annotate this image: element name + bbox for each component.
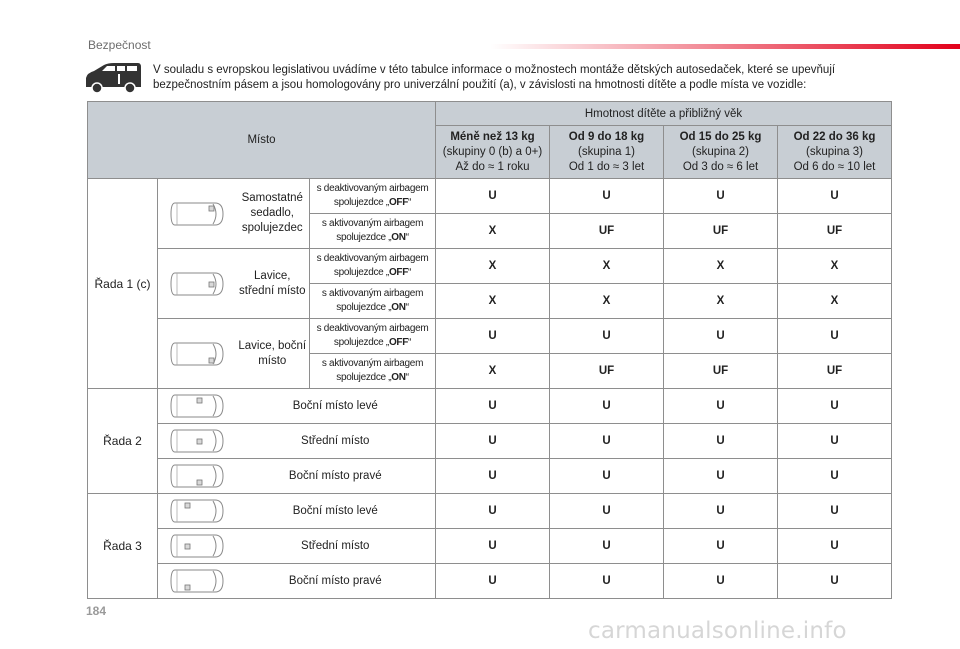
suitability-value: U <box>550 319 664 354</box>
table-row <box>88 494 892 529</box>
weight-group-header <box>664 126 778 179</box>
group-label: (skupina 3) <box>806 145 863 158</box>
suitability-value: U <box>436 319 550 354</box>
airbag-status-line: s aktivovaným airbagem <box>321 358 424 369</box>
suitability-value: U <box>436 529 550 564</box>
airbag-state: OFF <box>388 267 409 278</box>
child-seat-table <box>87 101 892 599</box>
row-label: Řada 3 <box>88 494 158 599</box>
airbag-status-line: s aktivovaným airbagem <box>321 218 424 229</box>
suitability-value: U <box>550 529 664 564</box>
suitability-value: X <box>436 249 550 284</box>
airbag-status-line: s aktivovaným airbagem <box>321 288 424 299</box>
suitability-value: U <box>778 494 892 529</box>
airbag-state: ON <box>391 302 406 313</box>
suitability-value: U <box>436 564 550 599</box>
watermark: carmanualsonline.info <box>588 618 847 644</box>
car-top-view-icon <box>169 568 225 594</box>
suitability-value: U <box>550 389 664 424</box>
weight-range: Od 9 do 18 kg <box>568 130 645 143</box>
table-row <box>88 459 892 494</box>
table-row <box>88 179 892 214</box>
page-number: 184 <box>86 604 107 618</box>
age-label: Až do ≈ 1 roku <box>455 160 530 173</box>
car-top-view-icon <box>169 498 225 524</box>
suitability-value: U <box>778 179 892 214</box>
suitability-value: U <box>778 424 892 459</box>
airbag-on-label <box>310 284 436 319</box>
airbag-passenger-text: spolujezdce „ <box>336 302 392 313</box>
suitability-value: U <box>436 179 550 214</box>
quote-mark: “ <box>408 267 412 278</box>
age-label: Od 6 do ≈ 10 let <box>793 160 876 173</box>
airbag-status-line: s deaktivovaným airbagem <box>316 183 429 194</box>
weight-range: Méně než 13 kg <box>450 130 535 143</box>
seat-diagram <box>158 249 236 319</box>
seat-diagram <box>158 494 236 529</box>
seat-diagram <box>158 424 236 459</box>
weight-range: Od 15 do 25 kg <box>679 130 762 143</box>
car-top-view-icon <box>169 393 225 419</box>
seat-diagram <box>158 564 236 599</box>
airbag-off-label <box>310 319 436 354</box>
airbag-state: ON <box>391 232 406 243</box>
table-row <box>88 424 892 459</box>
suitability-value: U <box>436 424 550 459</box>
seat-diagram <box>158 459 236 494</box>
car-top-view-icon <box>169 533 225 559</box>
row-label: Řada 2 <box>88 389 158 494</box>
airbag-passenger-text: spolujezdce „ <box>336 232 392 243</box>
quote-mark: “ <box>408 337 412 348</box>
car-top-view-icon <box>169 428 225 454</box>
quote-mark: “ <box>405 232 409 243</box>
suitability-value: UF <box>550 354 664 389</box>
suitability-value: U <box>778 529 892 564</box>
airbag-state: ON <box>391 372 406 383</box>
suitability-value: UF <box>778 214 892 249</box>
seat-name: Lavice, boční místo <box>236 319 310 389</box>
airbag-state: OFF <box>388 197 409 208</box>
airbag-off-label <box>310 249 436 284</box>
van-icon <box>82 60 144 94</box>
suitability-value: UF <box>664 214 778 249</box>
suitability-value: U <box>550 424 664 459</box>
suitability-value: U <box>778 564 892 599</box>
weight-group-header <box>778 126 892 179</box>
suitability-value: U <box>664 424 778 459</box>
section-title: Bezpečnost <box>88 38 151 52</box>
weight-range: Od 22 do 36 kg <box>793 130 876 143</box>
suitability-value: U <box>664 494 778 529</box>
table-row <box>88 564 892 599</box>
airbag-passenger-text: spolujezdce „ <box>333 267 389 278</box>
weight-group-header <box>436 126 550 179</box>
group-label: (skupina 1) <box>578 145 635 158</box>
seat-name: Boční místo levé <box>236 389 436 424</box>
suitability-value: U <box>550 564 664 599</box>
seat-name: Střední místo <box>236 424 436 459</box>
seat-name: Boční místo pravé <box>236 564 436 599</box>
car-top-view-icon <box>169 463 225 489</box>
suitability-value: X <box>436 354 550 389</box>
suitability-value: U <box>664 564 778 599</box>
quote-mark: “ <box>405 372 409 383</box>
suitability-value: U <box>778 389 892 424</box>
age-label: Od 3 do ≈ 6 let <box>682 160 759 173</box>
suitability-value: U <box>436 459 550 494</box>
intro-text: V souladu s evropskou legislativou uvádíme v této tabulce informace o možnostech montáže dětských autosedaček, které se upevňují bezpečnostním pásem a jsou homologovány pro univerzální použití (a), v závislosti na hmotnosti dítěte a podle místa ve vozidle: <box>153 64 836 91</box>
airbag-state: OFF <box>388 337 409 348</box>
suitability-value: U <box>436 494 550 529</box>
suitability-value: X <box>664 284 778 319</box>
suitability-value: U <box>778 319 892 354</box>
suitability-value: U <box>664 179 778 214</box>
suitability-value: X <box>436 214 550 249</box>
header-accent-rule <box>490 44 960 49</box>
seat-name: Samostatné sedadlo, spolujezdec <box>236 179 310 249</box>
suitability-value: U <box>778 459 892 494</box>
table-row <box>88 249 892 284</box>
suitability-value: UF <box>550 214 664 249</box>
airbag-passenger-text: spolujezdce „ <box>333 197 389 208</box>
car-top-view-icon <box>169 341 225 367</box>
quote-mark: “ <box>405 302 409 313</box>
airbag-passenger-text: spolujezdce „ <box>336 372 392 383</box>
seat-diagram <box>158 389 236 424</box>
age-label: Od 1 do ≈ 3 let <box>568 160 645 173</box>
suitability-value: U <box>664 459 778 494</box>
suitability-value: X <box>664 249 778 284</box>
suitability-value: UF <box>664 354 778 389</box>
suitability-value: X <box>550 284 664 319</box>
seat-name: Boční místo pravé <box>236 459 436 494</box>
suitability-value: X <box>778 284 892 319</box>
airbag-passenger-text: spolujezdce „ <box>333 337 389 348</box>
airbag-status-line: s deaktivovaným airbagem <box>316 323 429 334</box>
car-top-view-icon <box>169 201 225 227</box>
quote-mark: “ <box>408 197 412 208</box>
suitability-value: U <box>664 529 778 564</box>
table-row <box>88 389 892 424</box>
seat-diagram <box>158 179 236 249</box>
airbag-on-label <box>310 214 436 249</box>
suitability-value: X <box>436 284 550 319</box>
car-top-view-icon <box>169 271 225 297</box>
seat-diagram <box>158 319 236 389</box>
suitability-value: U <box>550 494 664 529</box>
table-row <box>88 529 892 564</box>
table-row <box>88 319 892 354</box>
suitability-value: U <box>664 319 778 354</box>
seat-name: Střední místo <box>236 529 436 564</box>
suitability-value: X <box>550 249 664 284</box>
airbag-on-label <box>310 354 436 389</box>
suitability-value: UF <box>778 354 892 389</box>
seat-diagram <box>158 529 236 564</box>
airbag-off-label <box>310 179 436 214</box>
group-label: (skupiny 0 (b) a 0+) <box>442 145 543 158</box>
seat-name: Lavice, střední místo <box>236 249 310 319</box>
suitability-value: U <box>664 389 778 424</box>
suitability-value: U <box>550 179 664 214</box>
weight-header: Hmotnost dítěte a přibližný věk <box>436 102 892 126</box>
place-header: Místo <box>88 102 436 179</box>
row-label: Řada 1 (c) <box>88 179 158 389</box>
weight-group-header <box>550 126 664 179</box>
suitability-value: U <box>436 389 550 424</box>
suitability-value: U <box>550 459 664 494</box>
group-label: (skupina 2) <box>692 145 749 158</box>
airbag-status-line: s deaktivovaným airbagem <box>316 253 429 264</box>
suitability-value: X <box>778 249 892 284</box>
seat-name: Boční místo levé <box>236 494 436 529</box>
